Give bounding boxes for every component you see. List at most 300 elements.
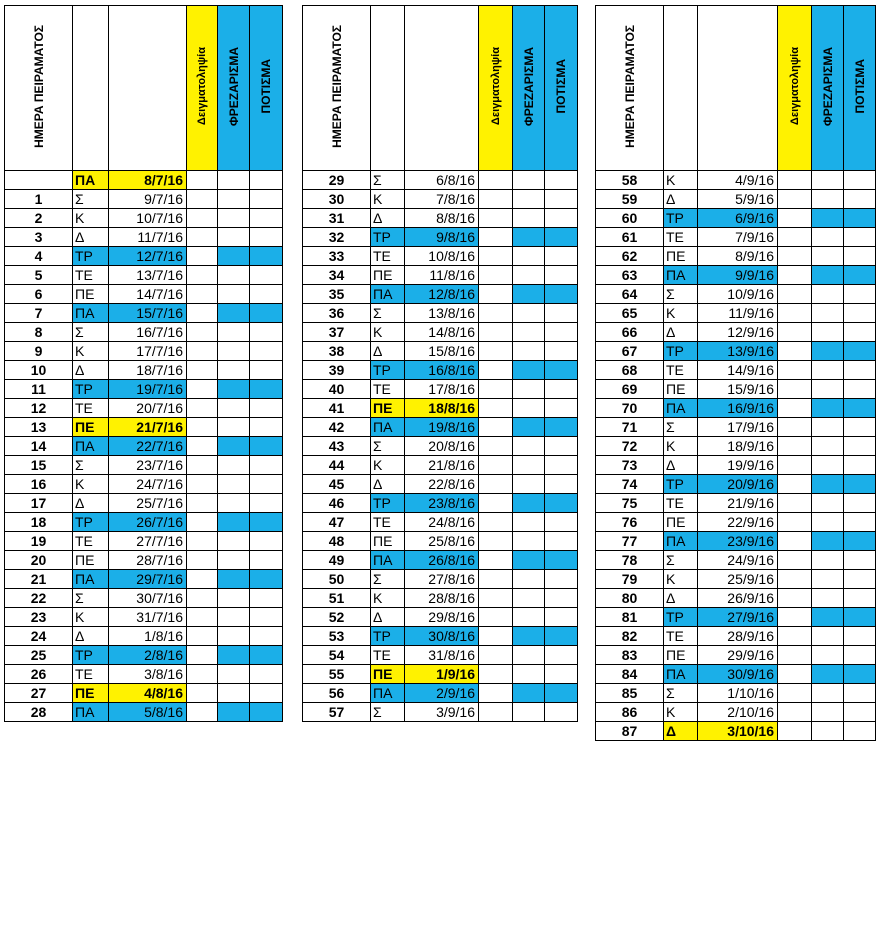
milling-cell [513, 475, 545, 494]
date-cell: 8/7/16 [109, 171, 187, 190]
table-row [5, 475, 283, 494]
milling-cell [513, 513, 545, 532]
date-cell: 18/7/16 [109, 361, 187, 380]
watering-cell [250, 228, 283, 247]
table-row [596, 722, 876, 741]
weekday-cell: ΠΑ [73, 437, 109, 456]
date-cell: 14/9/16 [698, 361, 778, 380]
table-row [303, 513, 578, 532]
table-row [5, 551, 283, 570]
weekday-cell: ΤΡ [664, 342, 698, 361]
watering-cell [250, 627, 283, 646]
weekday-cell: Δ [73, 228, 109, 247]
watering-cell [545, 684, 578, 703]
weekday-cell: ΠΕ [664, 380, 698, 399]
sampling-cell [479, 171, 513, 190]
milling-cell [218, 304, 250, 323]
milling-cell [812, 380, 844, 399]
day-number-cell [5, 171, 73, 190]
watering-cell [250, 209, 283, 228]
day-number-cell: 29 [303, 171, 371, 190]
day-number-cell: 44 [303, 456, 371, 475]
sampling-cell [778, 627, 812, 646]
milling-cell [812, 399, 844, 418]
milling-cell [218, 228, 250, 247]
day-number-cell: 47 [303, 513, 371, 532]
sampling-cell [479, 589, 513, 608]
weekday-cell: Σ [73, 589, 109, 608]
milling-cell [812, 703, 844, 722]
table-row [303, 171, 578, 190]
weekday-cell: Δ [371, 475, 405, 494]
table-row [5, 589, 283, 608]
sampling-cell [187, 456, 218, 475]
weekday-cell: Κ [664, 703, 698, 722]
watering-cell [250, 399, 283, 418]
weekday-cell: Σ [73, 323, 109, 342]
milling-cell [513, 665, 545, 684]
milling-cell [812, 513, 844, 532]
table-row [596, 513, 876, 532]
milling-cell [218, 247, 250, 266]
watering-cell [250, 304, 283, 323]
watering-cell [250, 171, 283, 190]
milling-cell [513, 285, 545, 304]
table-row [596, 646, 876, 665]
milling-cell [513, 703, 545, 722]
weekday-cell: Σ [371, 171, 405, 190]
table-row [5, 494, 283, 513]
day-number-cell: 58 [596, 171, 664, 190]
table-row [5, 456, 283, 475]
day-number-cell: 60 [596, 209, 664, 228]
weekday-cell: Σ [664, 551, 698, 570]
weekday-cell: Κ [73, 209, 109, 228]
sampling-cell [778, 494, 812, 513]
watering-cell [844, 456, 876, 475]
weekday-cell: Δ [371, 342, 405, 361]
sampling-cell [778, 323, 812, 342]
sampling-cell [479, 304, 513, 323]
day-number-cell: 65 [596, 304, 664, 323]
table-row [303, 228, 578, 247]
day-number-cell: 5 [5, 266, 73, 285]
table-row [5, 703, 283, 722]
milling-cell [513, 266, 545, 285]
sampling-cell [778, 570, 812, 589]
day-number-cell: 18 [5, 513, 73, 532]
milling-cell [812, 475, 844, 494]
day-number-cell: 25 [5, 646, 73, 665]
day-number-cell: 14 [5, 437, 73, 456]
day-number-cell: 30 [303, 190, 371, 209]
watering-cell [844, 684, 876, 703]
weekday-cell: ΠΑ [73, 171, 109, 190]
watering-cell [545, 608, 578, 627]
milling-cell [812, 551, 844, 570]
table-row [596, 247, 876, 266]
date-cell: 25/8/16 [405, 532, 479, 551]
watering-cell [545, 703, 578, 722]
day-number-cell: 54 [303, 646, 371, 665]
sampling-cell [778, 684, 812, 703]
day-number-cell: 59 [596, 190, 664, 209]
watering-cell [844, 589, 876, 608]
sampling-cell [187, 285, 218, 304]
date-cell: 30/8/16 [405, 627, 479, 646]
milling-cell [812, 285, 844, 304]
milling-cell [513, 380, 545, 399]
sampling-cell [187, 589, 218, 608]
date-cell: 14/7/16 [109, 285, 187, 304]
weekday-cell: ΤΕ [371, 646, 405, 665]
sampling-cell [778, 456, 812, 475]
sampling-cell [479, 665, 513, 684]
weekday-cell: ΠΕ [371, 266, 405, 285]
sampling-cell [778, 703, 812, 722]
day-number-cell: 73 [596, 456, 664, 475]
weekday-cell: Σ [664, 418, 698, 437]
milling-cell [513, 608, 545, 627]
milling-cell [513, 551, 545, 570]
date-cell: 28/7/16 [109, 551, 187, 570]
table-row [596, 494, 876, 513]
sampling-cell [778, 665, 812, 684]
date-cell: 6/8/16 [405, 171, 479, 190]
watering-cell [545, 399, 578, 418]
sampling-cell [778, 551, 812, 570]
weekday-cell: ΠΑ [73, 703, 109, 722]
date-cell: 27/9/16 [698, 608, 778, 627]
day-number-cell: 32 [303, 228, 371, 247]
date-cell: 29/7/16 [109, 570, 187, 589]
day-number-cell: 72 [596, 437, 664, 456]
date-header [405, 6, 479, 171]
weekday-cell: ΤΡ [664, 475, 698, 494]
sampling-cell [479, 608, 513, 627]
milling-cell [513, 247, 545, 266]
table-row [303, 266, 578, 285]
milling-cell [513, 456, 545, 475]
table-row [303, 475, 578, 494]
watering-cell [250, 285, 283, 304]
sampling-header: Δειγματοληψία [479, 6, 513, 171]
table-row [303, 494, 578, 513]
day-number-header: ΗΜΕΡΑ ΠΕΙΡΑΜΑΤΟΣ [303, 6, 371, 171]
table-row [303, 380, 578, 399]
day-number-cell: 75 [596, 494, 664, 513]
weekday-cell: Σ [371, 304, 405, 323]
milling-cell [812, 304, 844, 323]
table-row [303, 247, 578, 266]
milling-cell [812, 532, 844, 551]
sampling-cell [187, 380, 218, 399]
date-cell: 10/8/16 [405, 247, 479, 266]
date-cell: 6/9/16 [698, 209, 778, 228]
day-number-cell: 49 [303, 551, 371, 570]
milling-cell [812, 722, 844, 741]
watering-cell [844, 513, 876, 532]
table-row [303, 399, 578, 418]
table-row [303, 190, 578, 209]
table-row [5, 304, 283, 323]
milling-cell [513, 304, 545, 323]
sampling-cell [479, 247, 513, 266]
sampling-cell [778, 285, 812, 304]
watering-cell [545, 475, 578, 494]
day-number-cell: 23 [5, 608, 73, 627]
date-cell: 11/8/16 [405, 266, 479, 285]
milling-cell [812, 266, 844, 285]
day-number-cell: 82 [596, 627, 664, 646]
milling-cell [513, 361, 545, 380]
sampling-cell [187, 703, 218, 722]
sampling-header: Δειγματοληψία [778, 6, 812, 171]
watering-cell [844, 665, 876, 684]
watering-cell [844, 551, 876, 570]
date-cell: 29/9/16 [698, 646, 778, 665]
weekday-cell: Δ [73, 361, 109, 380]
table-row [303, 437, 578, 456]
day-number-cell: 46 [303, 494, 371, 513]
date-cell: 28/8/16 [405, 589, 479, 608]
milling-cell [218, 209, 250, 228]
sampling-cell [778, 380, 812, 399]
watering-cell [844, 228, 876, 247]
schedule-table-3 [595, 5, 876, 741]
date-header [698, 6, 778, 171]
table-row [596, 342, 876, 361]
weekday-cell: ΤΕ [73, 665, 109, 684]
watering-cell [250, 418, 283, 437]
weekday-cell: ΠΑ [371, 551, 405, 570]
table-row [303, 532, 578, 551]
sampling-cell [187, 494, 218, 513]
milling-cell [218, 513, 250, 532]
watering-cell [844, 570, 876, 589]
day-number-cell: 41 [303, 399, 371, 418]
day-number-header: ΗΜΕΡΑ ΠΕΙΡΑΜΑΤΟΣ [596, 6, 664, 171]
date-cell: 22/9/16 [698, 513, 778, 532]
date-cell: 20/9/16 [698, 475, 778, 494]
sampling-cell [187, 627, 218, 646]
sampling-cell [187, 342, 218, 361]
table-row [596, 456, 876, 475]
date-cell: 28/9/16 [698, 627, 778, 646]
sampling-cell [778, 304, 812, 323]
milling-cell [812, 608, 844, 627]
weekday-cell: ΠΑ [664, 532, 698, 551]
sampling-cell [778, 361, 812, 380]
milling-cell [513, 646, 545, 665]
weekday-cell: ΠΑ [371, 418, 405, 437]
day-number-cell: 69 [596, 380, 664, 399]
date-cell: 31/8/16 [405, 646, 479, 665]
sampling-cell [778, 171, 812, 190]
table-row [596, 475, 876, 494]
table-row [596, 532, 876, 551]
date-cell: 1/8/16 [109, 627, 187, 646]
day-number-cell: 13 [5, 418, 73, 437]
sampling-cell [187, 437, 218, 456]
header-row [303, 6, 578, 171]
weekday-cell: Κ [371, 456, 405, 475]
milling-cell [513, 190, 545, 209]
sampling-cell [187, 551, 218, 570]
watering-cell [844, 475, 876, 494]
table-row [303, 570, 578, 589]
weekday-cell: Κ [371, 190, 405, 209]
weekday-cell: Δ [664, 456, 698, 475]
milling-cell [218, 551, 250, 570]
date-cell: 30/9/16 [698, 665, 778, 684]
sampling-cell [479, 418, 513, 437]
watering-cell [844, 171, 876, 190]
watering-cell [545, 323, 578, 342]
table-row [596, 304, 876, 323]
weekday-cell: ΠΑ [371, 684, 405, 703]
date-cell: 27/8/16 [405, 570, 479, 589]
table-row [303, 456, 578, 475]
watering-cell [250, 646, 283, 665]
sampling-cell [479, 437, 513, 456]
table-row [303, 627, 578, 646]
sampling-cell [778, 437, 812, 456]
watering-cell [844, 532, 876, 551]
weekday-cell: Κ [664, 437, 698, 456]
weekday-cell: ΠΕ [371, 665, 405, 684]
watering-cell [250, 456, 283, 475]
date-cell: 7/9/16 [698, 228, 778, 247]
date-cell: 3/8/16 [109, 665, 187, 684]
day-number-cell: 43 [303, 437, 371, 456]
date-cell: 24/7/16 [109, 475, 187, 494]
date-header [109, 6, 187, 171]
sampling-cell [479, 703, 513, 722]
watering-cell [545, 665, 578, 684]
date-cell: 1/9/16 [405, 665, 479, 684]
weekday-cell: ΠΕ [664, 247, 698, 266]
sampling-cell [187, 209, 218, 228]
table-row [5, 646, 283, 665]
date-cell: 15/9/16 [698, 380, 778, 399]
watering-cell [844, 703, 876, 722]
date-cell: 7/8/16 [405, 190, 479, 209]
watering-cell [250, 380, 283, 399]
watering-cell [844, 380, 876, 399]
day-number-cell: 45 [303, 475, 371, 494]
milling-cell [218, 494, 250, 513]
sampling-cell [187, 171, 218, 190]
watering-cell [250, 551, 283, 570]
weekday-cell: ΤΕ [73, 266, 109, 285]
table-row [596, 285, 876, 304]
table-row [5, 285, 283, 304]
table-row [5, 665, 283, 684]
date-cell: 8/9/16 [698, 247, 778, 266]
sampling-cell [479, 380, 513, 399]
milling-cell [218, 665, 250, 684]
day-number-cell: 20 [5, 551, 73, 570]
watering-cell [250, 703, 283, 722]
sampling-cell [479, 532, 513, 551]
milling-cell [812, 456, 844, 475]
watering-cell [844, 494, 876, 513]
milling-cell [218, 171, 250, 190]
milling-cell [513, 399, 545, 418]
watering-cell [250, 437, 283, 456]
milling-cell [513, 418, 545, 437]
day-number-cell: 4 [5, 247, 73, 266]
date-cell: 26/9/16 [698, 589, 778, 608]
day-number-cell: 64 [596, 285, 664, 304]
watering-cell [844, 399, 876, 418]
date-cell: 13/9/16 [698, 342, 778, 361]
day-number-cell: 57 [303, 703, 371, 722]
weekday-cell: Δ [664, 323, 698, 342]
weekday-cell: Κ [73, 475, 109, 494]
sampling-cell [778, 722, 812, 741]
day-number-cell: 37 [303, 323, 371, 342]
table-row [5, 380, 283, 399]
day-number-cell: 22 [5, 589, 73, 608]
milling-header: ΦΡΕΖΑΡΙΣΜΑ [513, 6, 545, 171]
milling-cell [513, 684, 545, 703]
milling-cell [218, 418, 250, 437]
table-row [596, 665, 876, 684]
milling-cell [812, 361, 844, 380]
watering-cell [844, 627, 876, 646]
weekday-cell: Κ [664, 171, 698, 190]
milling-cell [218, 437, 250, 456]
watering-header: ΠΟΤΙΣΜΑ [844, 6, 876, 171]
table-row [5, 627, 283, 646]
weekday-cell: ΠΕ [73, 285, 109, 304]
milling-cell [812, 190, 844, 209]
date-cell: 19/8/16 [405, 418, 479, 437]
table-row [596, 228, 876, 247]
table-row [303, 665, 578, 684]
weekday-cell: Κ [371, 323, 405, 342]
weekday-cell: Σ [664, 684, 698, 703]
watering-header: ΠΟΤΙΣΜΑ [545, 6, 578, 171]
day-number-cell: 15 [5, 456, 73, 475]
sampling-cell [479, 361, 513, 380]
table-row [596, 209, 876, 228]
date-cell: 12/9/16 [698, 323, 778, 342]
day-number-cell: 66 [596, 323, 664, 342]
weekday-cell: ΠΑ [664, 266, 698, 285]
weekday-cell: Κ [664, 570, 698, 589]
watering-cell [844, 190, 876, 209]
watering-cell [545, 304, 578, 323]
day-number-cell: 68 [596, 361, 664, 380]
weekday-header [371, 6, 405, 171]
day-number-cell: 74 [596, 475, 664, 494]
watering-cell [844, 361, 876, 380]
sampling-cell [479, 646, 513, 665]
weekday-cell: ΠΑ [73, 304, 109, 323]
day-number-cell: 17 [5, 494, 73, 513]
table-row [5, 513, 283, 532]
date-cell: 24/8/16 [405, 513, 479, 532]
day-number-cell: 36 [303, 304, 371, 323]
day-number-cell: 76 [596, 513, 664, 532]
watering-cell [844, 608, 876, 627]
date-cell: 26/7/16 [109, 513, 187, 532]
sampling-cell [479, 456, 513, 475]
weekday-cell: ΠΕ [73, 684, 109, 703]
